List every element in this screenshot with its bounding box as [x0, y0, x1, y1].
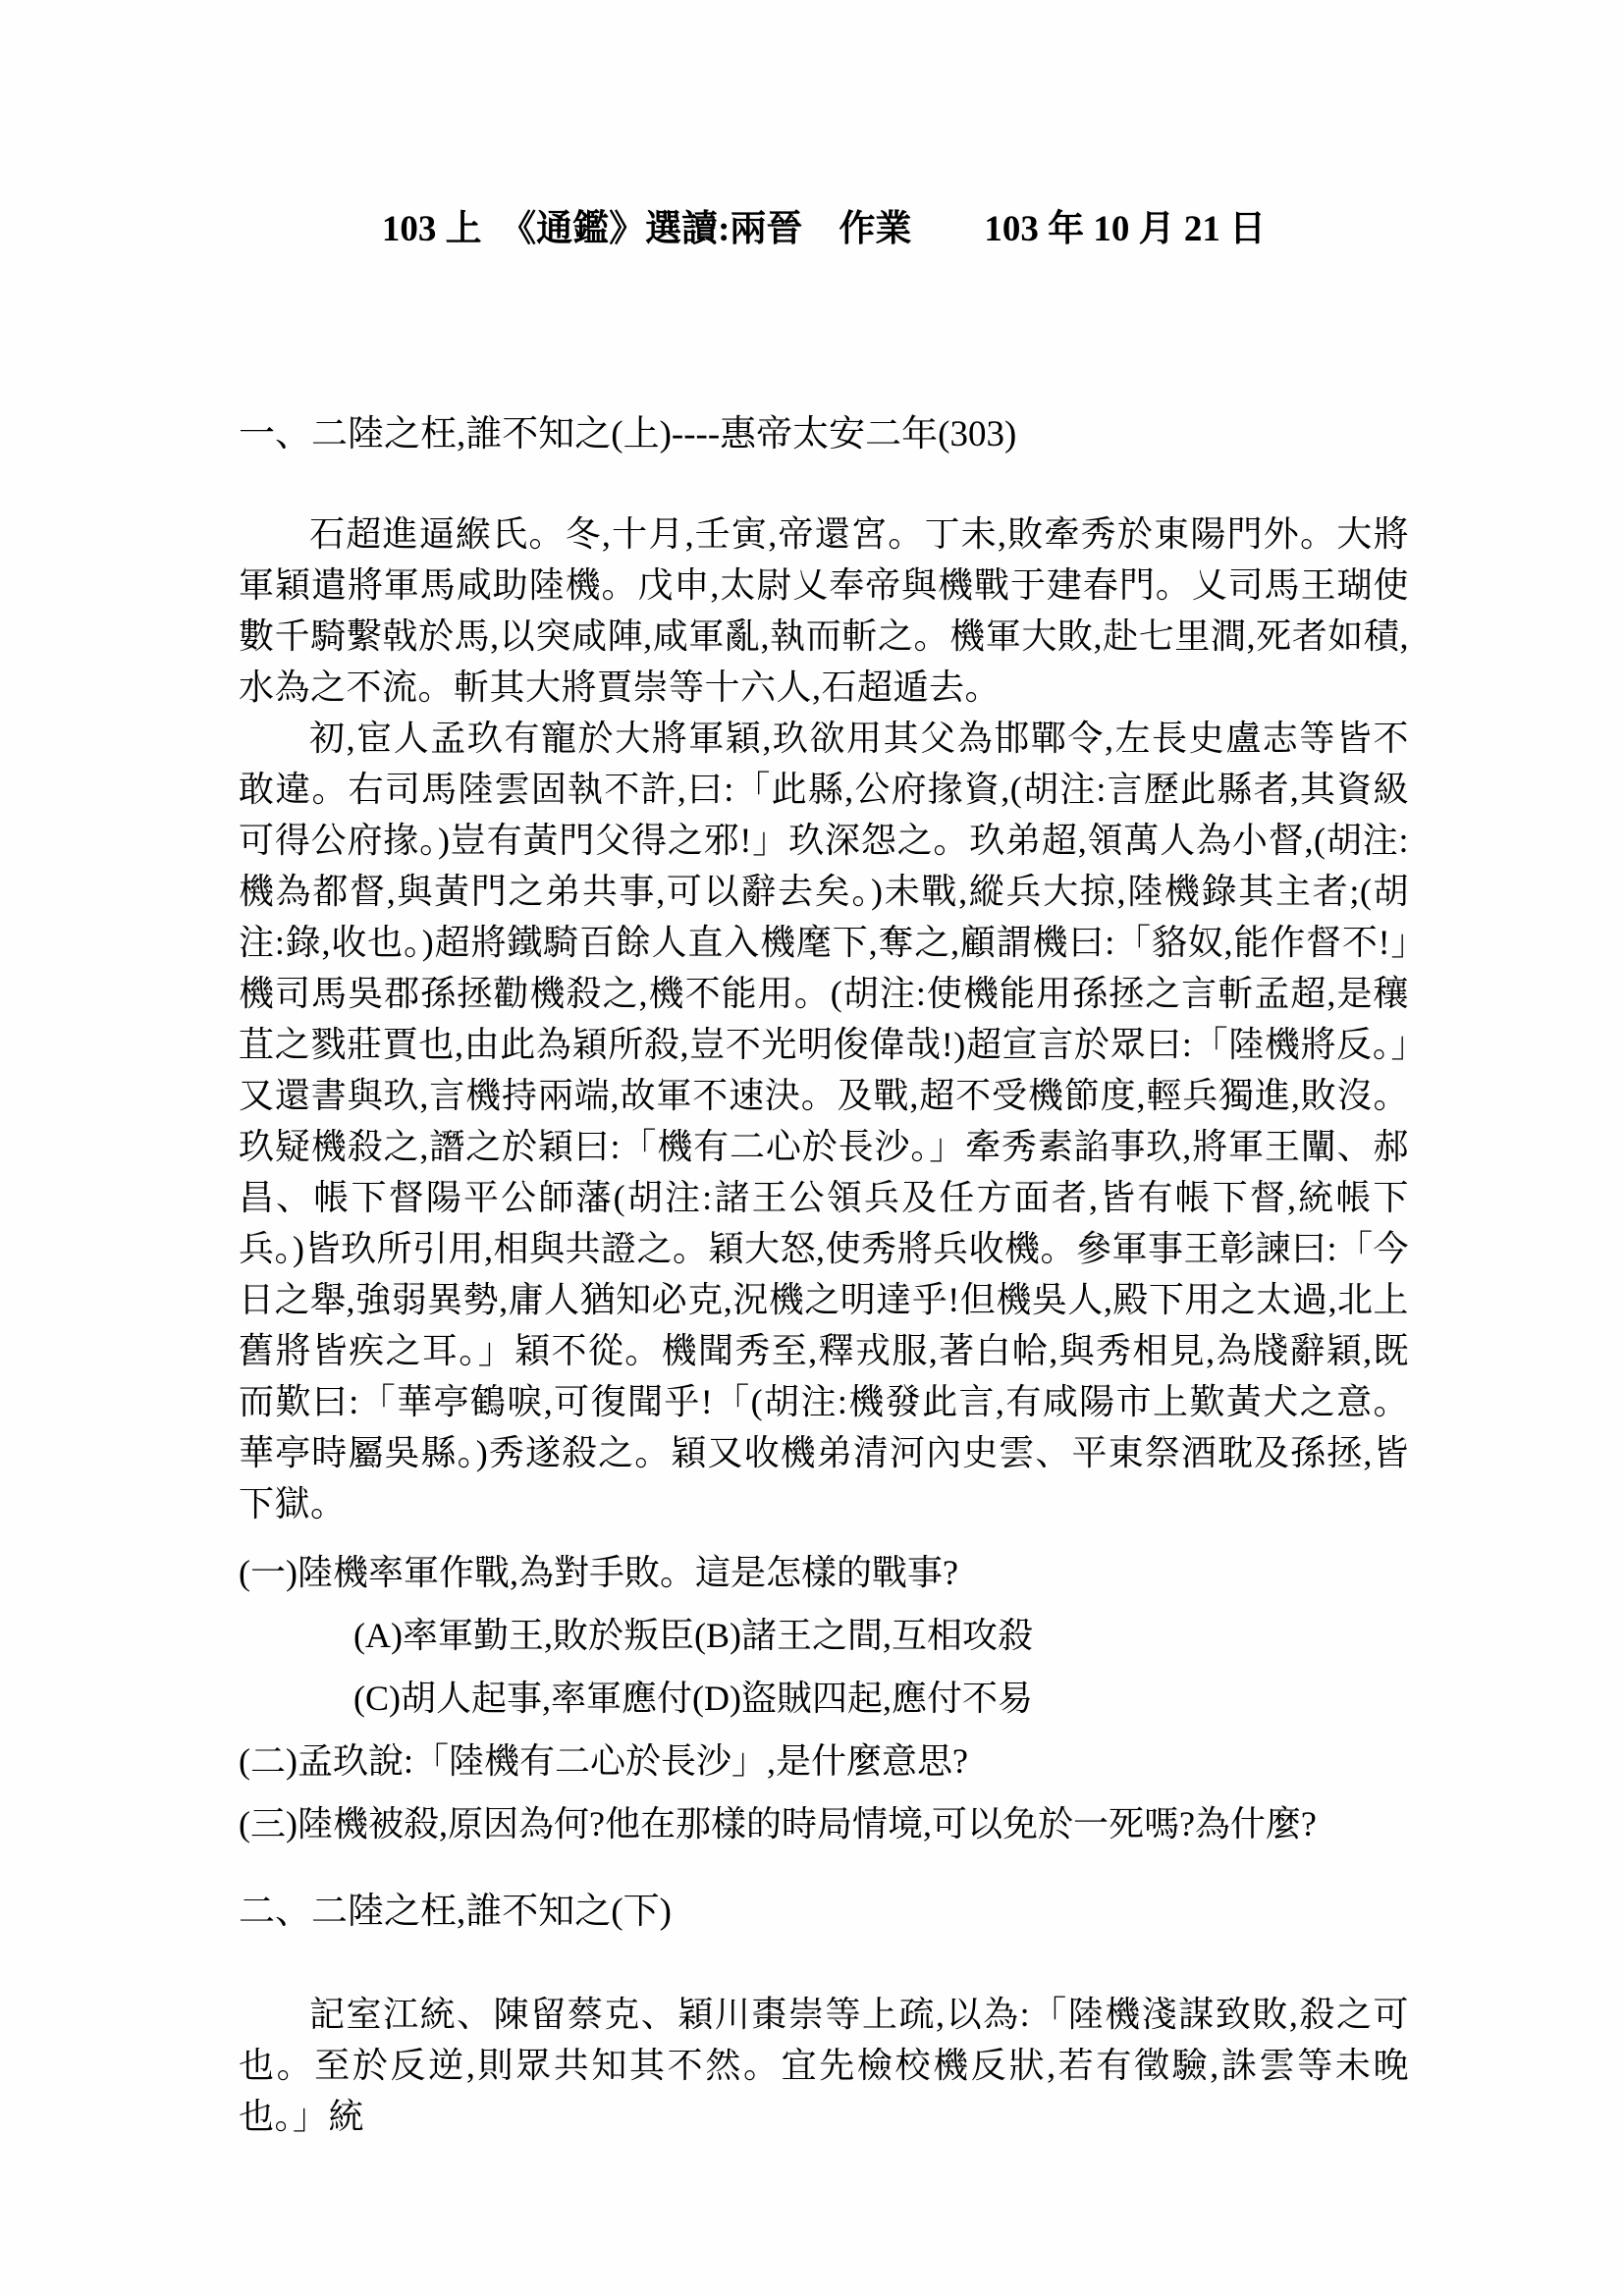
question-1-options-cd: (C)胡人起事,率軍應付(D)盜賊四起,應付不易 — [353, 1679, 1033, 1718]
question-2: (二)孟玖說:「陸機有二心於長沙」,是什麼意思? — [239, 1741, 968, 1781]
question-1: (一)陸機率軍作戰,為對手敗。這是怎樣的戰事? — [239, 1553, 958, 1592]
section1-questions — [239, 1541, 1409, 1855]
document-title: 103 上 《通鑑》選讀:兩晉 作業 103 年 10 月 21 日 — [381, 209, 1267, 249]
question-1-options-ab: (A)率軍勤王,敗於叛臣(B)諸王之間,互相攻殺 — [353, 1616, 1033, 1655]
section1-heading: 一、二陸之枉,誰不知之(上)----惠帝太安二年(303) — [239, 414, 1017, 454]
section1-paragraph-1: 石超進逼緱氏。冬,十月,壬寅,帝還宮。丁未,敗牽秀於東陽門外。大將軍穎遣將軍馬咸助陸機。戊申,太尉乂奉帝與機戰于建春門。乂司馬王瑚使數千騎繫戟於馬,以突咸陣,咸軍亂,執而斬之。機軍大敗,赴七里澗,死者如積,水為之不流。斬其大將賈崇等十六人,石超遁去。 — [239, 514, 1409, 707]
document-content — [239, 0, 1409, 2142]
section1-paragraph-2: 初,宦人孟玖有寵於大將軍穎,玖欲用其父為邯鄲令,左長史盧志等皆不敢違。右司馬陸雲固執不許,曰:「此縣,公府掾資,(胡注:言歷此縣者,其資級可得公府掾。)豈有黃門父得之邪!」玖深怨之。玖弟超,領萬人為小督,(胡注:機為都督,與黃門之弟共事,可以辭去矣。)未戰,縱兵大掠,陸機錄其主者;(胡注:錄,收也。)超將鐵騎百餘人直入機麾下,奪之,顧謂機曰:「貉奴,能作督不!」機司馬吳郡孫拯勸機殺之,機不能用。(胡注:使機能用孫拯之言斬孟超,是穰苴之戮莊賈也,由此為穎所殺,豈不光明俊偉哉!)超宣言於眾曰:「陸機將反。」又還書與玖,言機持兩端,故軍不速決。及戰,超不受機節度,輕兵獨進,敗沒。玖疑機殺之,譖之於穎曰:「機有二心於長沙。」牽秀素諂事玖,將軍王闡、郝昌、帳下督陽平公師藩(胡注:諸王公領兵及任方面者,皆有帳下督,統帳下兵。)皆玖所引用,相與共證之。穎大怒,使秀將兵收機。參軍事王彰諫曰:「今日之舉,強弱異勢,庸人猶知必克,況機之明達乎!但機吳人,殿下用之太過,北上舊將皆疾之耳。」穎不從。機聞秀至,釋戎服,著白帢,與秀相見,為牋辭穎,既而歎曰:「華亭鶴唳,可復聞乎!「(胡注:機發此言,有咸陽市上歎黃犬之意。華亭時屬吳縣。)秀遂殺之。穎又收機弟清河內史雲、平東祭酒耽及孫拯,皆下獄。 — [239, 719, 1409, 1523]
section2-paragraph-1: 記室江統、陳留蔡克、穎川棗崇等上疏,以為:「陸機淺謀致敗,殺之可也。至於反逆,則眾共知其不然。宜先檢校機反狀,若有徵驗,誅雲等未晚也。」統 — [239, 1995, 1409, 2136]
section2-heading: 二、二陸之枉,誰不知之(下) — [239, 1892, 672, 1932]
question-3: (三)陸機被殺,原因為何?他在那樣的時局情境,可以免於一死嗎?為什麼? — [239, 1804, 1317, 1843]
